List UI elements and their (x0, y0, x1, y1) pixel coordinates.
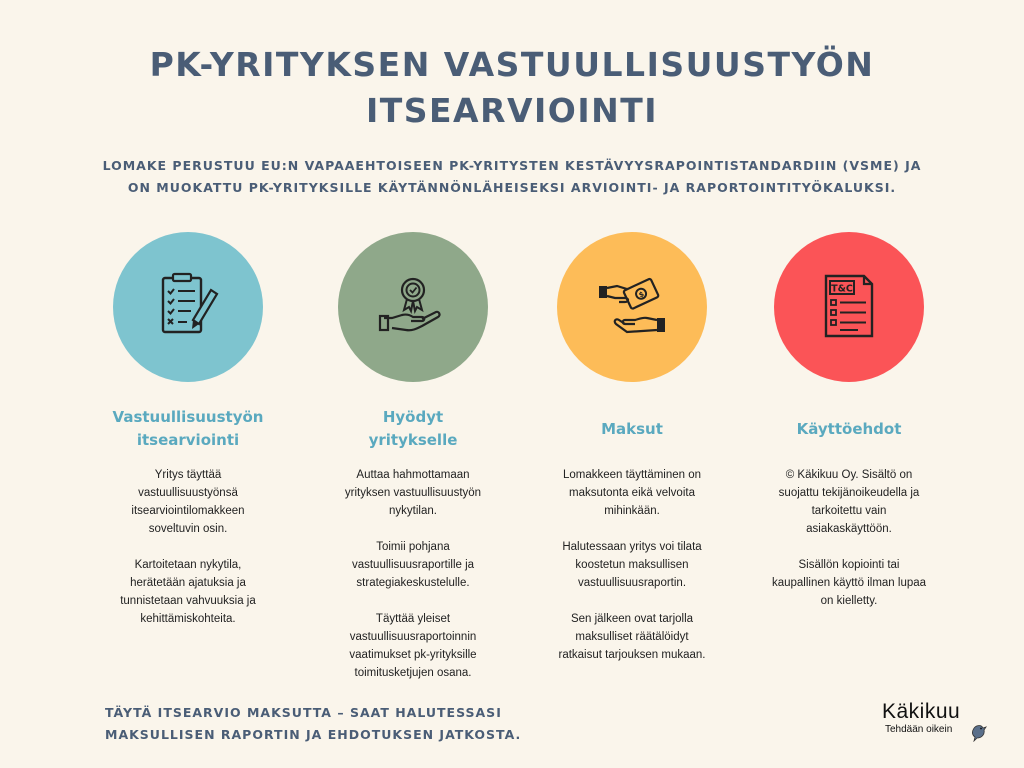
text-line: ratkaisut tarjouksen mukaan. (558, 649, 706, 661)
text-line: maksutonta eikä velvoita (569, 487, 695, 499)
text-line: vastuullisuusraportille ja (351, 559, 475, 571)
text-line: kehittämiskohteita. (140, 613, 236, 625)
column-body (532, 466, 732, 664)
text-line: nykytilan. (389, 505, 437, 517)
checklist-icon (153, 272, 223, 342)
footer-cta (105, 702, 625, 746)
column-title-line2: itsearviointi (136, 431, 240, 449)
text-line: yrityksen vastuullisuustyön (344, 487, 482, 499)
text-line: Yritys täyttää (154, 469, 222, 481)
text-line: Täyttää yleiset (375, 613, 451, 625)
bird-icon (970, 722, 988, 742)
column-title (749, 404, 949, 454)
paragraph (550, 610, 714, 664)
text-line: vaatimukset pk-yrityksille (349, 649, 477, 661)
column-title (88, 404, 288, 454)
paragraph (331, 538, 495, 592)
column-benefits (313, 232, 513, 700)
paragraph (331, 466, 495, 520)
text-line: Auttaa hahmottamaan (356, 469, 470, 481)
text-line: tunnistetaan vahvuuksia ja (120, 595, 256, 607)
text-line: mihinkään. (604, 505, 660, 517)
text-line: Lomakkeen täyttäminen on (562, 469, 702, 481)
paragraph (106, 466, 270, 538)
text-line: Sen jälkeen ovat tarjolla (570, 613, 694, 625)
circle-badge (774, 232, 924, 382)
column-title-line1: Vastuullisuustyön (112, 408, 264, 426)
logo-tagline: Tehdään oikein (885, 724, 953, 735)
page-subtitle-line1: LOMAKE PERUSTUU EU:N VAPAAEHTOISEEN PK-YRITYSTEN KESTÄVYYSRAPOINTISTANDARDIIN (VSME) JA (102, 158, 922, 173)
text-line: vastuullisuusraportin. (577, 577, 687, 589)
paragraph (550, 466, 714, 520)
text-line: koostetun maksullisen (575, 559, 689, 571)
column-body (88, 466, 288, 628)
column-terms (749, 232, 949, 628)
circle-badge (338, 232, 488, 382)
text-line: itsearviointilomakkeen (131, 505, 245, 517)
text-line: Kartoitetaan nykytila, (134, 559, 242, 571)
column-body (313, 466, 513, 682)
text-line: vastuullisuusraportoinnin (349, 631, 477, 643)
text-line: on kielletty. (820, 595, 878, 607)
paragraph (767, 556, 931, 610)
column-title (313, 404, 513, 454)
text-line: soveltuvin osin. (148, 523, 228, 535)
money-hand-icon (597, 272, 667, 342)
logo-name: Käkikuu (882, 700, 961, 723)
terms-icon-label: T&C (831, 283, 853, 295)
text-line: herätetään ajatuksia ja (130, 577, 246, 589)
brand-logo (882, 700, 992, 736)
page-title-line2: ITSEARVIOINTI (365, 91, 659, 130)
column-title-line1: Hyödyt (382, 408, 444, 426)
column-payments (532, 232, 732, 682)
footer-line2: MAKSULLISEN RAPORTIN JA EHDOTUKSEN JATKOSTA. (105, 727, 522, 742)
text-line: vastuullisuustyönsä (138, 487, 238, 499)
svg-text:$: $ (637, 290, 646, 300)
text-line: maksulliset räätälöidyt (575, 631, 689, 643)
text-line: Sisällön kopiointi tai (798, 559, 900, 571)
page-subtitle-line2: ON MUOKATTU PK-YRITYKSILLE KÄYTÄNNÖNLÄHEISEKSI ARVIOINTI- JA RAPORTOINTITYÖKALUKSI. (127, 180, 897, 195)
footer-line1: TÄYTÄ ITSEARVIO MAKSUTTA – SAAT HALUTESSASI (105, 705, 502, 720)
text-line: Halutessaan yritys voi tilata (562, 541, 702, 553)
column-title-line1: Käyttöehdot (796, 419, 902, 438)
text-line: © Käkikuu Oy. Sisältö on (785, 469, 913, 481)
column-body (749, 466, 949, 610)
text-line: suojattu tekijänoikeudella ja (778, 487, 920, 499)
paragraph (767, 466, 931, 538)
column-self-assessment (88, 232, 288, 646)
text-line: tarkoitettu vain (811, 505, 887, 517)
text-line: toimitusketjujen osana. (354, 667, 472, 679)
paragraph (331, 610, 495, 682)
text-line: asiakaskäyttöön. (806, 523, 892, 535)
page-title-line1: PK-YRITYKSEN VASTUULLISUUSTYÖN (149, 45, 875, 84)
award-hand-icon (378, 272, 448, 342)
page-subtitle (60, 155, 964, 199)
terms-document-icon (814, 272, 884, 342)
circle-badge (113, 232, 263, 382)
text-line: kaupallinen käyttö ilman lupaa (771, 577, 927, 589)
page-title (0, 42, 1024, 134)
text-line: Toimii pohjana (376, 541, 450, 553)
column-title-line2: yritykselle (368, 431, 458, 449)
text-line: strategiakeskustelulle. (356, 577, 470, 589)
paragraph (550, 538, 714, 592)
column-title (532, 404, 732, 454)
column-title-line1: Maksut (601, 419, 663, 438)
circle-badge (557, 232, 707, 382)
paragraph (106, 556, 270, 628)
